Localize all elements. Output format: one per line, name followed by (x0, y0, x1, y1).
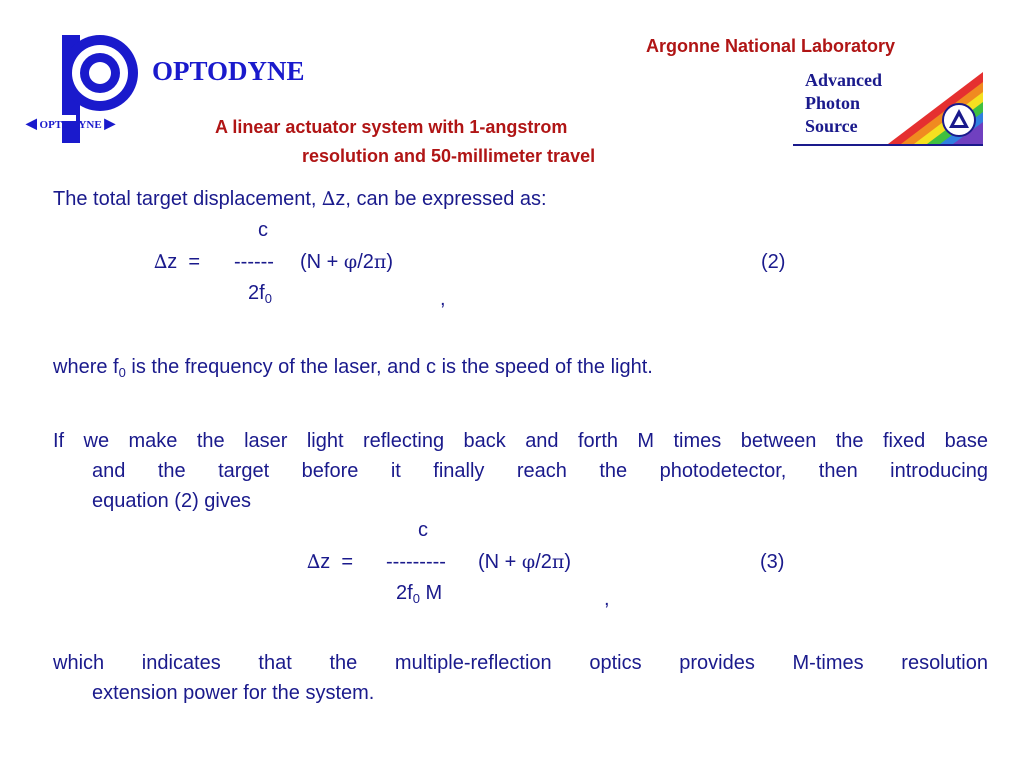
lab-name: Argonne National Laboratory (646, 36, 896, 56)
which-line-2: extension power for the system. (92, 682, 375, 704)
aps-logo (793, 68, 983, 148)
eq3-phi: φ (521, 551, 536, 573)
eq2-comma: , (440, 288, 446, 310)
delta-symbol: ∆ (322, 188, 336, 210)
logo-caption-text: OPTODYNE (39, 119, 102, 131)
if-line-1: If we make the laser light reflecting back and forth M times between the fixed base (53, 430, 988, 452)
eq2-delta: ∆ (154, 251, 168, 273)
logo-caption (26, 116, 115, 133)
which-paragraph (53, 648, 988, 708)
eq3-number: (3) (760, 551, 785, 573)
eq3-term-open: (N + (478, 551, 522, 573)
intro-after: z, can be expressed as: (335, 188, 547, 210)
eq3-denominator (396, 582, 442, 606)
eq2-term (300, 251, 393, 274)
which-line-1: which indicates that the multiple-reflection optics provides M-times resolution (53, 652, 988, 674)
where-sub: 0 (118, 365, 126, 380)
intro-text (53, 188, 547, 211)
eq3-term (478, 551, 571, 574)
aps-word-1: Advanced (805, 70, 883, 90)
eq2-slash2: /2 (357, 251, 374, 273)
eq2-lhs-var: z = (167, 251, 201, 273)
eq3-fraction-bar: --------- (386, 551, 446, 573)
eq3-slash2: /2 (535, 551, 552, 573)
eq3-pi: π (551, 551, 565, 573)
eq2-phi: φ (343, 251, 358, 273)
eq2-numerator: c (258, 219, 268, 241)
eq2-fraction-bar: ------ (234, 251, 274, 273)
where-before: where f (53, 356, 119, 378)
eq2-denominator-text: 2f (248, 282, 265, 304)
eq2-number: (2) (761, 251, 786, 273)
eq2-lhs (154, 251, 200, 274)
left-arrow-icon: ◀ (26, 117, 37, 132)
eq2-pi: π (373, 251, 387, 273)
eq3-denominator-m: M (419, 582, 443, 604)
where-text (53, 356, 653, 380)
eq2-term-close: ) (386, 251, 394, 273)
subtitle-line-2: resolution and 50-millimeter travel (302, 146, 596, 166)
right-arrow-icon: ▶ (104, 117, 116, 132)
if-paragraph (53, 426, 988, 516)
if-line-2: and the target before it finally reach the photodetector, then introducing (92, 460, 988, 482)
intro-before: The total target displacement, (53, 188, 323, 210)
eq2-term-open: (N + (300, 251, 344, 273)
eq2-denominator-sub: 0 (264, 291, 272, 306)
eq3-term-close: ) (564, 551, 572, 573)
aps-word-3: Source (805, 116, 858, 136)
where-after: is the frequency of the laser, and c is the speed of the light. (125, 356, 653, 378)
if-line-3: equation (2) gives (92, 490, 251, 512)
brand-name: OPTODYNE (152, 56, 305, 86)
eq3-denominator-text: 2f (396, 582, 413, 604)
aps-word-2: Photon (805, 93, 861, 113)
eq3-delta: ∆ (307, 551, 321, 573)
eq3-lhs-var: z = (320, 551, 354, 573)
eq3-comma: , (604, 588, 610, 610)
eq3-lhs (307, 551, 353, 574)
eq2-denominator (248, 282, 272, 306)
subtitle-line-1: A linear actuator system with 1-angstrom (215, 117, 568, 137)
eq3-denominator-sub: 0 (412, 591, 420, 606)
eq3-numerator: c (418, 519, 428, 541)
